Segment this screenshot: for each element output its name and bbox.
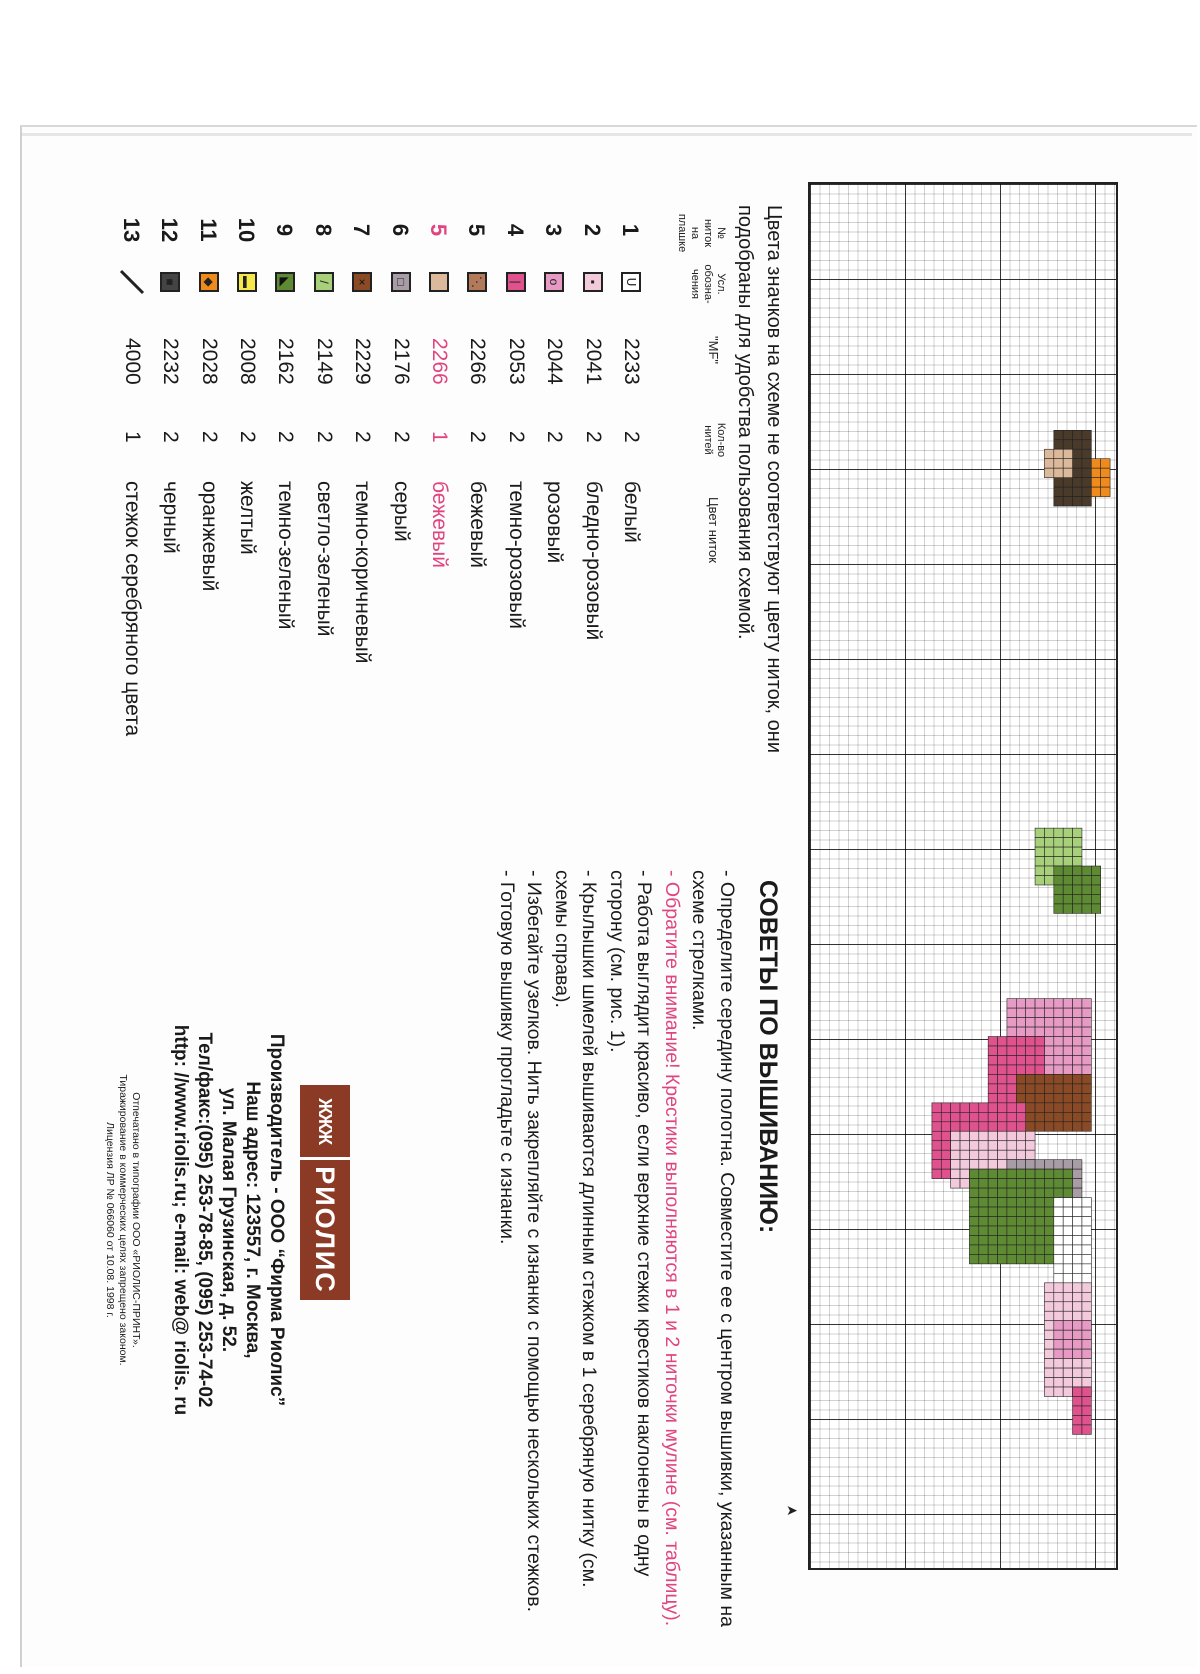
diagonal-dots-icon: ⋱: [467, 272, 487, 292]
legend-row: [456, 213, 493, 853]
thread-code: 2028: [197, 338, 221, 385]
tip-3: - Работа выглядит красиво, если верхние стежки крестиков наклонены в одну сторону (см. рис. 1).: [606, 870, 656, 1577]
thread-number: 9: [272, 223, 298, 237]
triangle-icon: ◣: [275, 272, 295, 292]
thread-code: 2229: [351, 338, 375, 385]
square-icon: □: [391, 272, 411, 292]
thread-quantity: 2: [312, 431, 336, 443]
thread-color-name: светло-зеленый: [312, 481, 336, 637]
thread-quantity: 1: [428, 431, 451, 443]
logo-name: РИОЛИС: [300, 1157, 350, 1300]
tip-4: - Крылышки шмелей вышиваются длинным стежком в 1 серебряную нитку (см. схемы справа).: [551, 870, 601, 1588]
fine-line-2: Тиражирование в коммерческих целях запрещено законом.: [117, 1074, 129, 1366]
tip-5: - Избегайте узелков. Нить закрепляйте с изнанки с помощью нескольких стежков.: [523, 870, 546, 1612]
thread-code: 2233: [620, 338, 643, 385]
tips-list: [493, 870, 741, 1640]
plain-square-icon: [429, 272, 449, 292]
legend-row: [303, 213, 340, 853]
thread-quantity: 2: [351, 431, 375, 443]
thread-number: 13: [118, 217, 144, 243]
thread-color-name: темно-коричневый: [351, 481, 375, 664]
tip-1: - Определите середину полотна. Совместите ее с центром вышивки, указанным на схеме стрелками.: [688, 870, 738, 1627]
thread-color-name: бежевый: [428, 481, 451, 568]
circle-icon: o: [544, 272, 564, 292]
thread-color-name: стежок серебряного цвета: [120, 481, 144, 737]
thread-quantity: 2: [466, 431, 490, 443]
legend-row: [111, 213, 148, 853]
tip-2-text: - Обратите внимание! Крестики выполняются в 1 и 2 ниточки мулине (см. таблицу).: [661, 870, 683, 1627]
thread-quantity: 2: [581, 431, 605, 443]
dash-icon: ▬: [237, 272, 257, 292]
long-stitch-icon: [122, 272, 142, 292]
thread-quantity: 2: [389, 431, 413, 443]
x-icon: ×: [352, 272, 372, 292]
diamond-icon: ◆: [199, 272, 219, 292]
maker-line-5: http: //www.riolis.ru; e-mail: web@ riolis. ru: [170, 1024, 191, 1416]
dot-icon: ▪: [583, 272, 603, 292]
legend-row: [418, 213, 455, 853]
header-num: № ниток на плашке: [676, 213, 727, 253]
tip-6: - Готовую вышивку прогладьте с изнанки.: [496, 870, 518, 1245]
thread-number: 5: [426, 223, 451, 237]
thread-code: 2162: [274, 338, 298, 385]
thread-color-name: темно-зеленый: [274, 481, 298, 630]
header-symbol: Усл. обозна-чения: [689, 264, 727, 304]
thread-color-name: бледно-розовый: [581, 481, 605, 641]
maker-line-2: Наш адрес: 123557, г. Москва,: [242, 1081, 263, 1359]
thread-number: 1: [618, 223, 643, 237]
legend-row: [572, 213, 609, 853]
thread-quantity: 2: [620, 431, 643, 443]
thread-number: 4: [502, 223, 528, 237]
thread-number: 8: [310, 223, 336, 237]
thread-color-name: черный: [159, 481, 183, 554]
thread-color-name: бежевый: [466, 481, 490, 568]
bar-icon: |: [506, 272, 526, 292]
thread-number: 2: [579, 223, 605, 237]
thread-number: 12: [157, 217, 183, 243]
fine-print: [103, 955, 142, 1485]
legend-row: [380, 213, 417, 853]
manufacturer-info: [168, 955, 288, 1485]
legend-row: [226, 213, 263, 853]
thread-code: 4000: [120, 338, 144, 385]
thread-code: 2008: [236, 338, 259, 385]
thread-color-name: оранжевый: [197, 481, 221, 592]
tips-title: СОВЕТЫ ПО ВЫШИВАНИЮ:: [754, 880, 782, 1234]
thread-number: 5: [464, 223, 490, 237]
thread-number: 3: [541, 223, 567, 237]
legend-row: [188, 213, 225, 853]
legend-note: Цвета значков на схеме не соответствуют цвету ниток, они подобраны для удобства пользования схемой.: [734, 205, 785, 753]
riolis-logo: [300, 1085, 350, 1300]
thread-number: 7: [349, 223, 375, 237]
thread-code: 2266: [466, 338, 490, 385]
thread-quantity: 2: [543, 431, 567, 443]
thread-color-name: темно-розовый: [504, 481, 528, 629]
thread-quantity: 2: [504, 431, 528, 443]
header-color: Цвет ниток: [706, 497, 721, 563]
thread-code: 2149: [312, 338, 336, 385]
maker-line-1: Производитель - ООО “Фирма Риолис”: [266, 1033, 287, 1407]
legend-row: [610, 213, 647, 853]
header-code: "MF": [706, 336, 721, 364]
thread-code: 2053: [504, 338, 528, 385]
center-arrow-icon: ➤: [786, 1502, 798, 1518]
logo-mark: ЖЖЖ: [300, 1085, 350, 1157]
legend-row: [495, 213, 532, 853]
legend-row: [149, 213, 186, 853]
thread-color-name: белый: [620, 481, 643, 543]
legend-row: [264, 213, 301, 853]
thread-number: 11: [195, 218, 221, 242]
thread-quantity: 2: [159, 431, 183, 443]
thread-code: 2176: [389, 338, 413, 385]
thread-code: 2266: [428, 338, 451, 385]
fine-line-3: Лицензия ЛР № 066060 от 10.08. 1998 г.: [104, 1122, 116, 1318]
thread-number: 10: [234, 217, 259, 243]
thread-code: 2232: [159, 338, 183, 385]
legend-row: [533, 213, 570, 853]
thread-color-name: серый: [389, 481, 413, 542]
slash-icon: /: [314, 272, 334, 292]
thread-code: 2044: [543, 338, 567, 385]
u-icon: ᑌ: [621, 272, 641, 292]
thread-quantity: 1: [120, 431, 144, 443]
tip-2: [658, 870, 686, 1640]
fine-line-1: Отпечатано в типографии ООО «РИОЛИС-ПРИНТ».: [130, 1092, 142, 1348]
thread-quantity: 2: [274, 431, 298, 443]
black-square-icon: ■: [160, 272, 180, 292]
thread-quantity: 2: [236, 431, 259, 443]
thread-color-name: желтый: [236, 481, 259, 555]
thread-number: 6: [387, 223, 413, 237]
legend-row: [341, 213, 378, 853]
maker-line-4: Тел/факс:(095) 253-78-85, (095) 253-74-02: [194, 1032, 215, 1408]
maker-line-3: ул. Малая Грузинская, д. 52.: [218, 1087, 239, 1353]
header-qty: Кол-во нитей: [702, 422, 727, 458]
thread-quantity: 2: [197, 431, 221, 443]
thread-code: 2041: [581, 338, 605, 385]
thread-color-name: розовый: [543, 481, 567, 564]
